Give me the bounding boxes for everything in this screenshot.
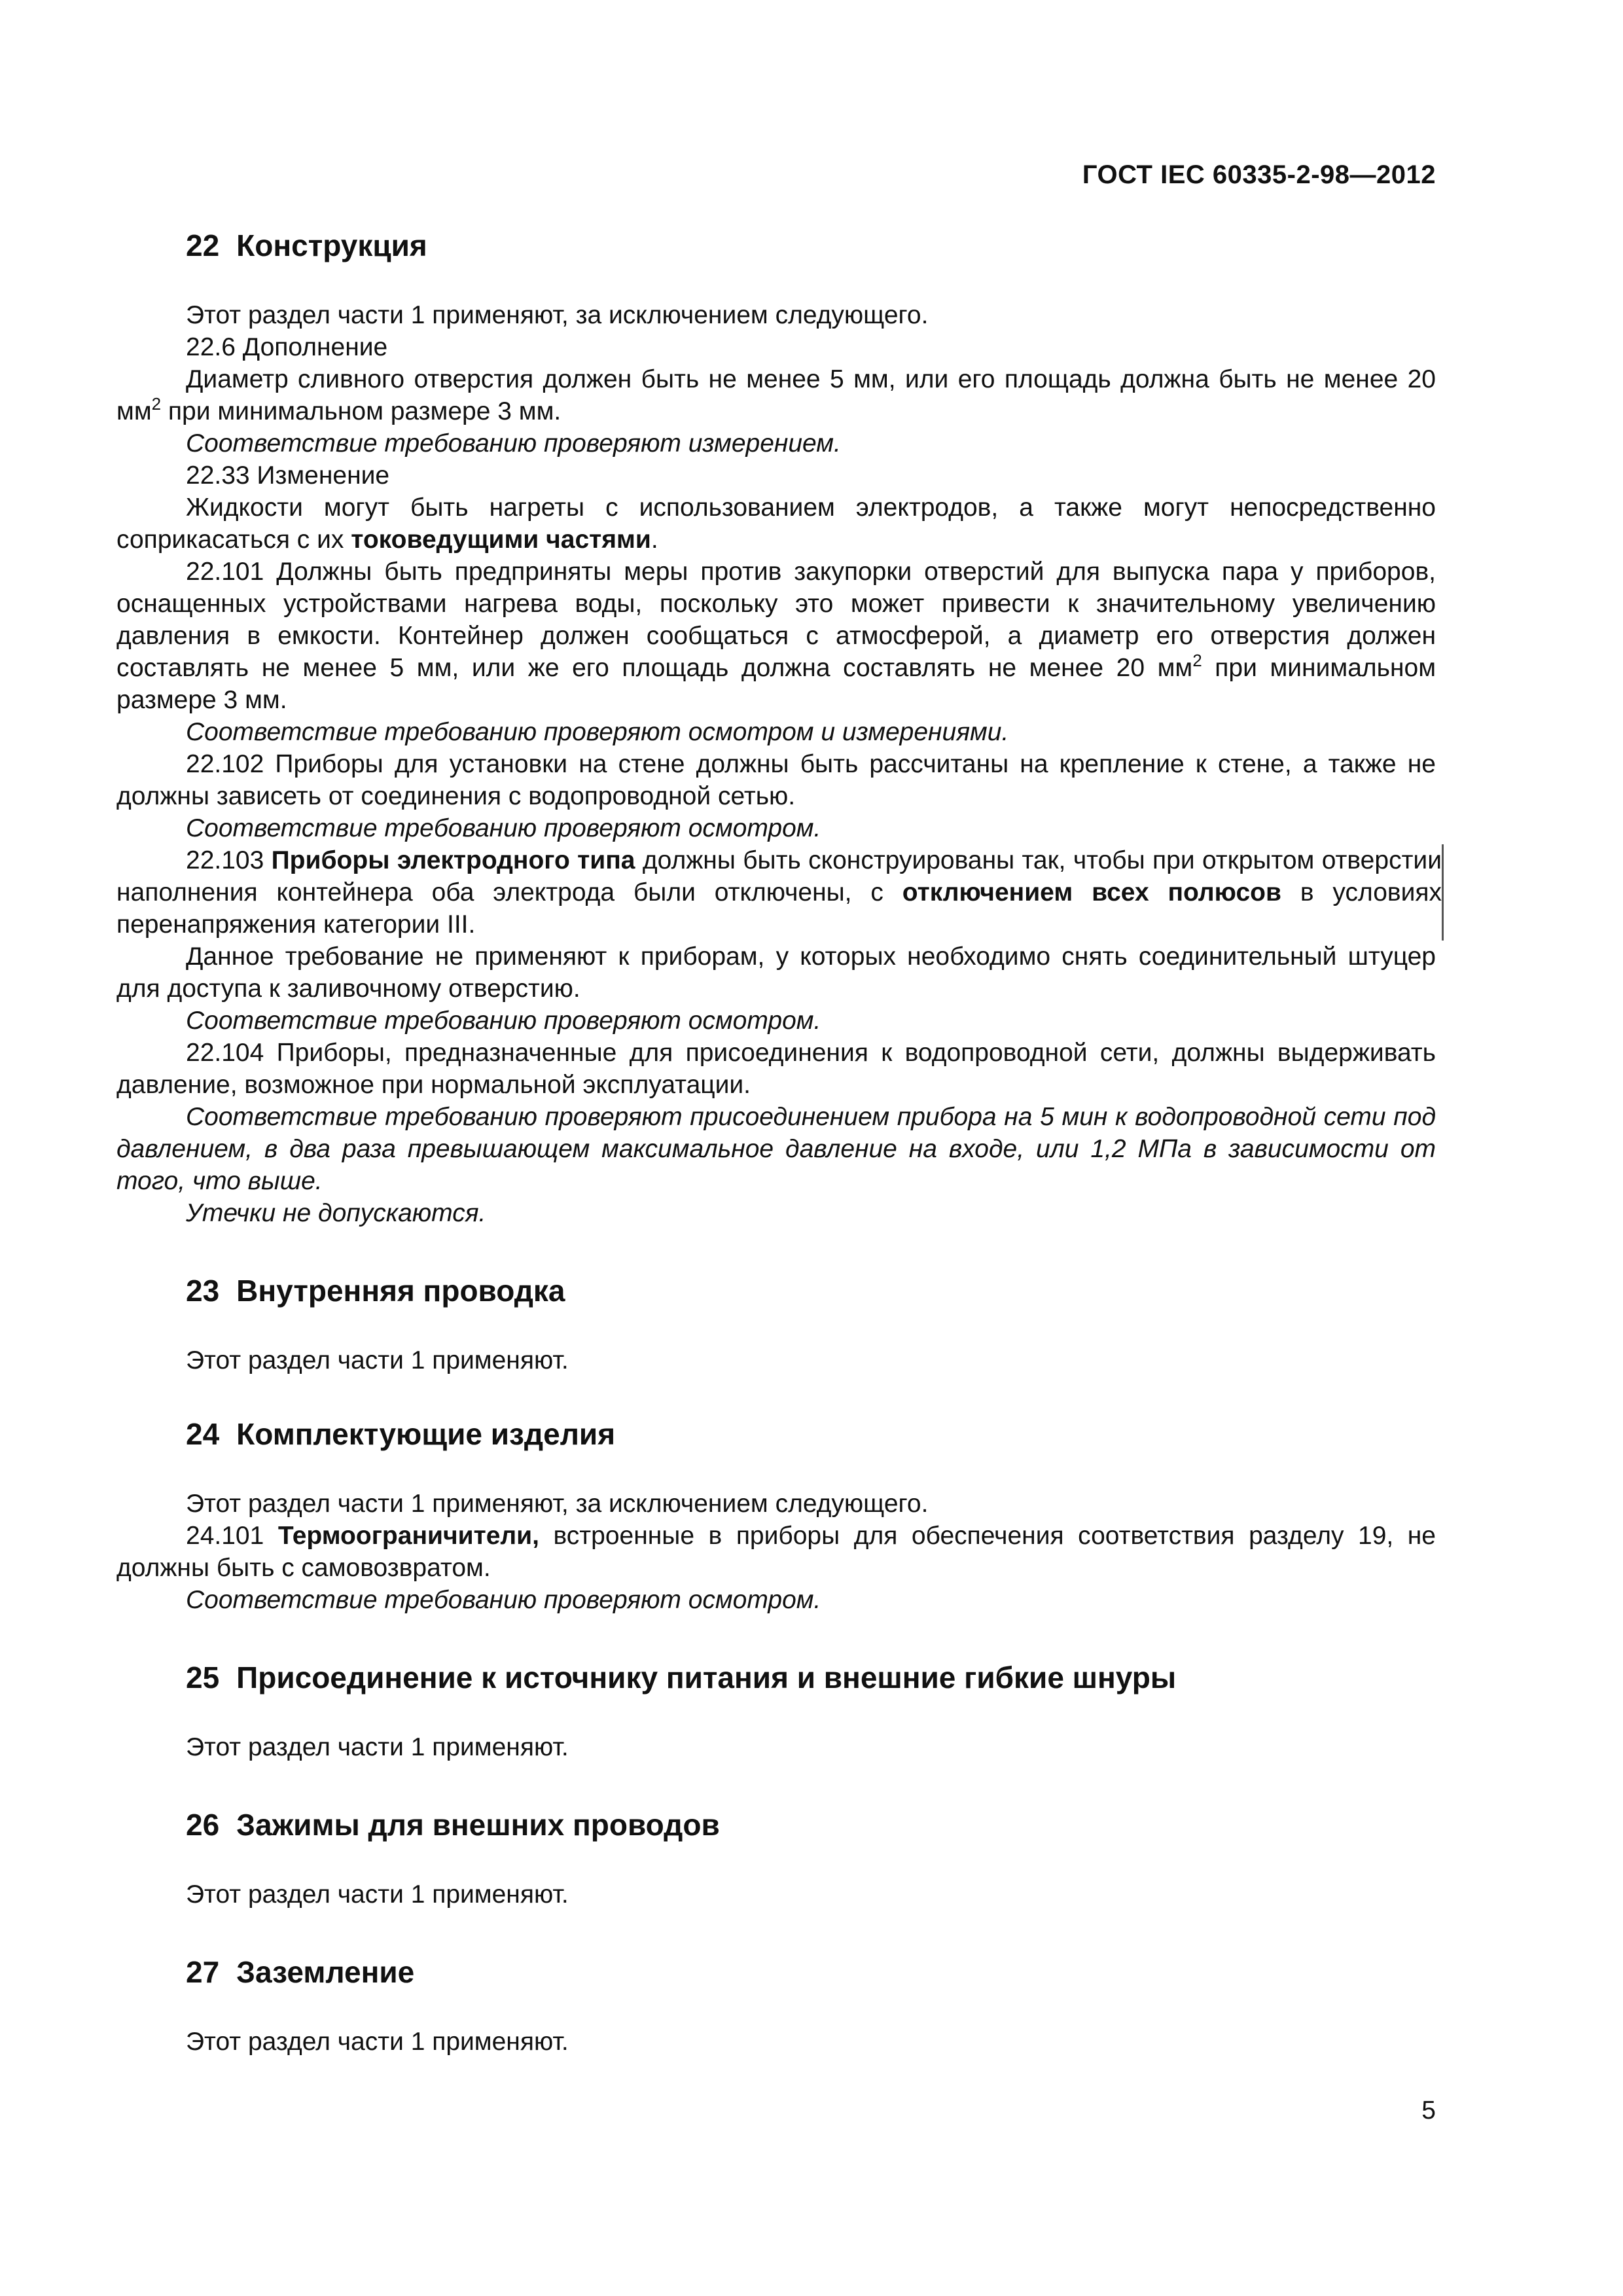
clause-22-104-text: 22.104 Приборы, предназначенные для присоединения к водопроводной сети, должны выдерживать давление, возможное при нормальной эксплуатации. xyxy=(116,1039,1436,1099)
section-26-text: Этот раздел части 1 применяют. xyxy=(186,1880,569,1909)
clause-22-103-note: Данное требование не применяют к приборам, у которых необходимо снять соединительный штуцер для доступа к заливочному отверстию. xyxy=(116,942,1436,1003)
clause-22-104-compliance: Соответствие требованию проверяют присоединением прибора на 5 мин к водопроводной сети под давлением, в два раза превышающем максимальное давление на входе, или 1,2 МПа в зависимости от того, что выше. xyxy=(116,1103,1436,1195)
section-23-text: Этот раздел части 1 применяют. xyxy=(186,1346,569,1374)
clause-22-102-compliance: Соответствие требованию проверяют осмотром. xyxy=(186,814,821,842)
section-title: Зажимы для внешних проводов xyxy=(236,1808,720,1842)
section-24 xyxy=(116,1414,1436,1616)
section-22 xyxy=(116,226,1442,1229)
clause-22-103-compliance: Соответствие требованию проверяют осмотром. xyxy=(186,1007,821,1035)
clause-22-101-text: 22.101 Должны быть предприняты меры против закупорки отверстий для выпуска пара у приборов, оснащенных устройствами нагрева воды, поскольку это может привести к значительному увеличению давления в емкости. Контейнер должен сообщаться с атмосферой, а диаметр его отверстия должен составлять не менее 5 мм, или же его площадь должна составлять не менее 20 $мм^2$ при минимальном размере 3 мм. xyxy=(116,558,1436,714)
clause-22-102-text: 22.102 Приборы для установки на стене должны быть рассчитаны на крепление к стене, а также не должны зависеть от соединения с водопроводной сетью. xyxy=(116,750,1436,810)
section-title: Комплектующие изделия xyxy=(236,1417,616,1451)
clause-22-103-text: 22.103 Приборы электродного типа должны быть сконструированы так, чтобы при открытом отверстии наполнения контейнера оба электрода были отключены, с отключением всех полюсов в условиях перенапряжения категории III. xyxy=(116,844,1444,941)
clause-22-6-heading: 22.6 Дополнение xyxy=(186,333,388,361)
section-number: 24 xyxy=(186,1417,220,1451)
clause-22-33-heading: 22.33 Изменение xyxy=(186,461,390,490)
section-25-heading xyxy=(116,1658,1436,1697)
section-title: Конструкция xyxy=(236,228,427,262)
section-number: 23 xyxy=(186,1274,220,1308)
clause-22-6-text: Диаметр сливного отверстия должен быть не менее 5 мм, или его площадь должна быть не менее 20 $мм^2$ при минимальном размере 3 мм. xyxy=(116,365,1436,425)
section-22-heading xyxy=(116,226,1436,265)
section-26-heading xyxy=(116,1805,1436,1844)
section-25-text: Этот раздел части 1 применяют. xyxy=(186,1733,569,1761)
section-27-heading xyxy=(116,1952,1436,1992)
page-number: 5 xyxy=(1421,2096,1436,2125)
section-number: 25 xyxy=(186,1660,220,1695)
document-id-header: ГОСТ IEC 60335-2-98—2012 xyxy=(1082,160,1436,189)
clause-22-6-compliance: Соответствие требованию проверяют измерением. xyxy=(186,429,841,457)
clause-22-33-text: Жидкости могут быть нагреты с использованием электродов, а также могут непосредственно соприкасаться с их токоведущими частями. xyxy=(116,493,1436,554)
clause-22-101-compliance: Соответствие требованию проверяют осмотром и измерениями. xyxy=(186,718,1009,746)
section-27-text: Этот раздел части 1 применяют. xyxy=(186,2028,569,2056)
section-number: 27 xyxy=(186,1955,220,1989)
section-number: 26 xyxy=(186,1808,220,1842)
clause-22-104-leak-note: Утечки не допускаются. xyxy=(186,1199,486,1227)
section-27 xyxy=(116,1952,1436,2058)
section-23 xyxy=(116,1271,1436,1376)
clause-24-101-text: 24.101 Термоограничители, встроенные в приборы для обеспечения соответствия разделу 19, не должны быть с самовозвратом. xyxy=(116,1522,1436,1582)
page-content xyxy=(116,226,1442,2058)
section-22-intro: Этот раздел части 1 применяют, за исключением следующего. xyxy=(186,301,929,329)
section-24-heading xyxy=(116,1414,1436,1454)
section-title: Внутренняя проводка xyxy=(236,1274,565,1308)
section-26 xyxy=(116,1805,1436,1910)
section-title: Присоединение к источнику питания и внешние гибкие шнуры xyxy=(236,1660,1177,1695)
clause-24-101-compliance: Соответствие требованию проверяют осмотром. xyxy=(186,1586,821,1614)
section-24-intro: Этот раздел части 1 применяют, за исключением следующего. xyxy=(186,1490,929,1518)
section-number: 22 xyxy=(186,228,220,262)
section-25 xyxy=(116,1658,1436,1763)
section-23-heading xyxy=(116,1271,1436,1310)
section-title: Заземление xyxy=(236,1955,415,1989)
